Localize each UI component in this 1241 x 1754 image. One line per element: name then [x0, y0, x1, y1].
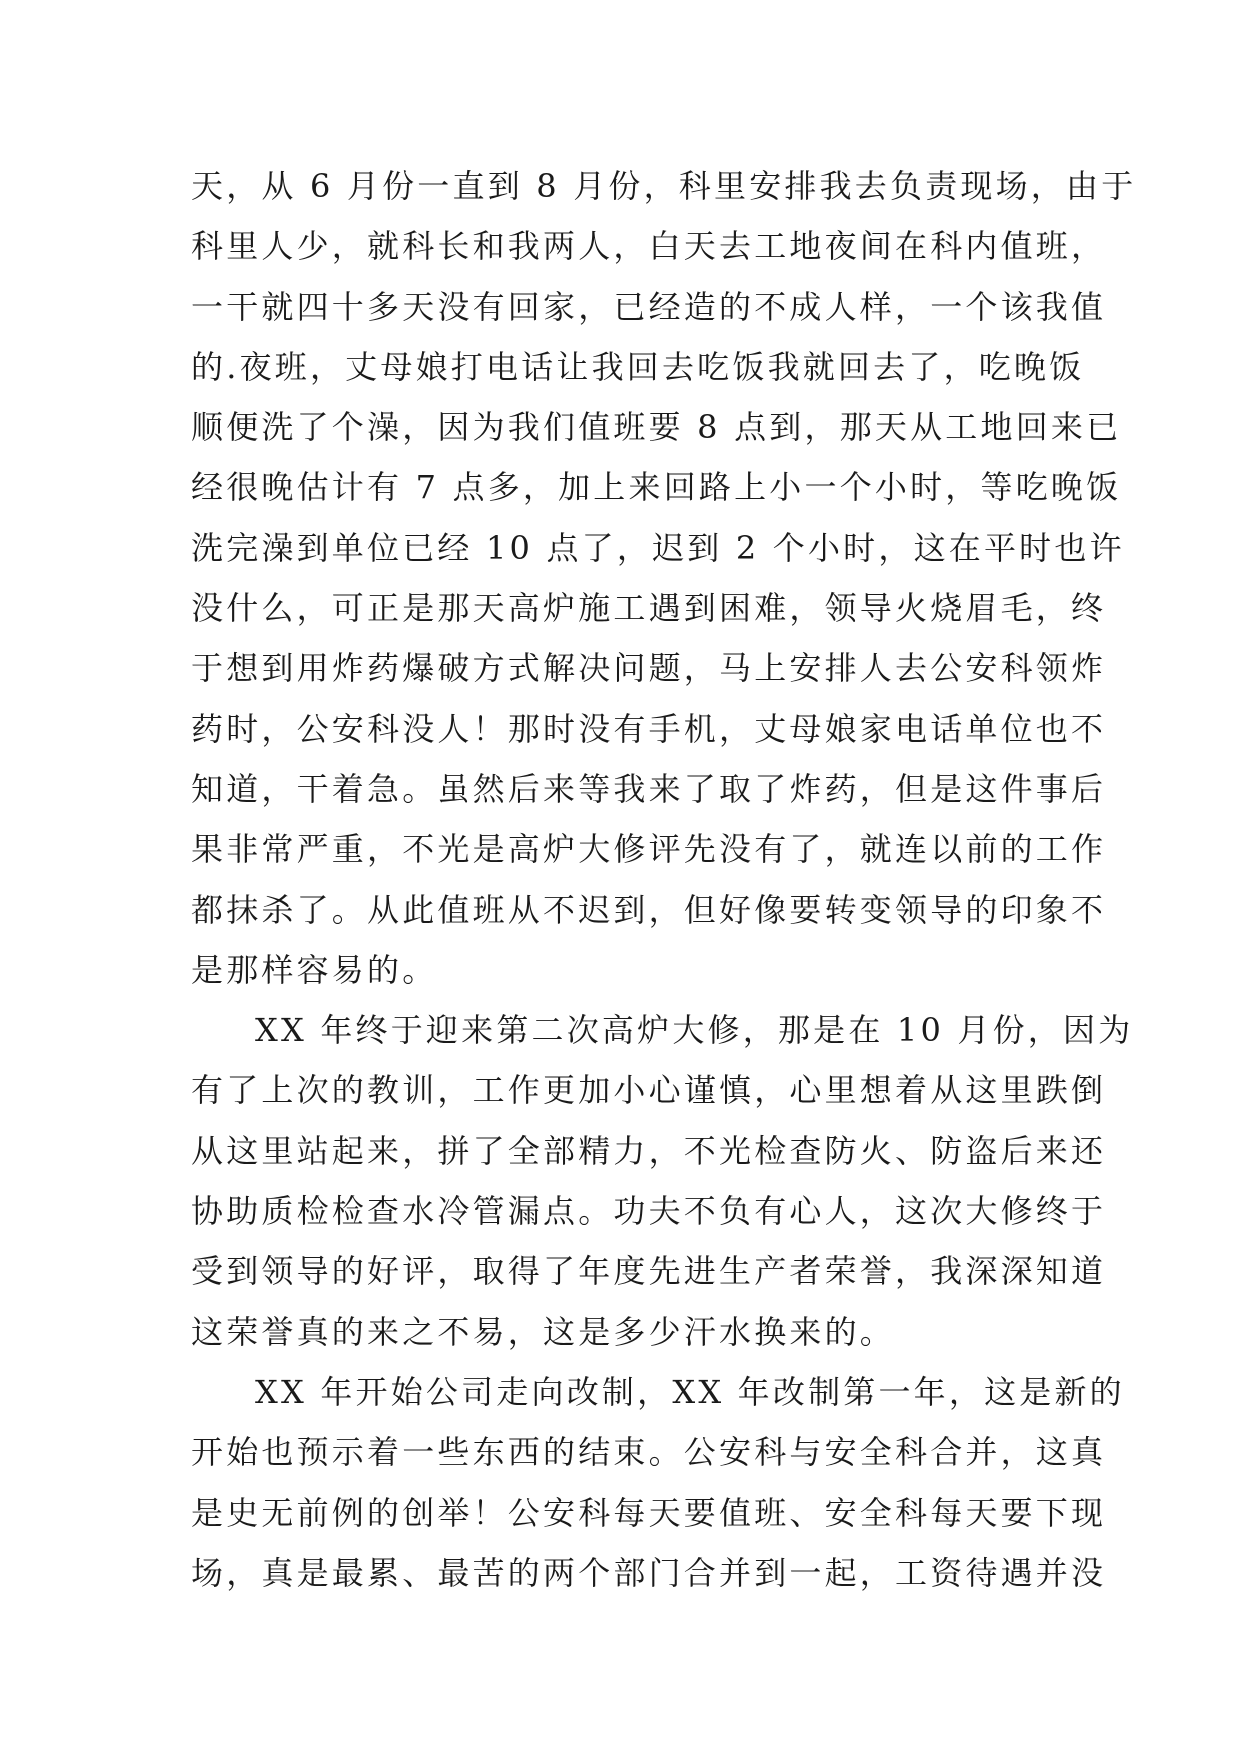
paragraph-start-line: XX 年终于迎来第二次高炉大修，那是在 10 月份，因为	[255, 1011, 1134, 1050]
text-line: 这荣誉真的来之不易，这是多少汗水换来的。	[191, 1312, 896, 1351]
text-line: 开始也预示着一些东西的结束。公安科与安全科合并，这真	[191, 1433, 1107, 1472]
text-line: 是史无前例的创举！公安科每天要值班、安全科每天要下现	[191, 1493, 1107, 1532]
text-line: 知道，干着急。虽然后来等我来了取了炸药，但是这件事后	[191, 769, 1107, 808]
text-line: 协助质检检查水冷管漏点。功夫不负有心人，这次大修终于	[191, 1192, 1107, 1231]
text-line: 的.夜班，丈母娘打电话让我回去吃饭我就回去了，吃晚饭	[191, 347, 1085, 386]
text-line: 是那样容易的。	[191, 950, 438, 989]
text-line: 顺便洗了个澡，因为我们值班要 8 点到，那天从工地回来已	[191, 408, 1122, 447]
text-line: 于想到用炸药爆破方式解决问题，马上安排人去公安科领炸	[191, 649, 1107, 688]
text-line: 洗完澡到单位已经 10 点了，迟到 2 个小时，这在平时也许	[191, 528, 1125, 567]
text-line: 经很晚估计有 7 点多，加上来回路上小一个小时，等吃晚饭	[191, 468, 1122, 507]
text-line: 都抹杀了。从此值班从不迟到，但好像要转变领导的印象不	[191, 890, 1107, 929]
text-line: 天，从 6 月份一直到 8 月份，科里安排我去负责现场，由于	[191, 167, 1137, 205]
text-line: 科里人少，就科长和我两人，白天去工地夜间在科内值班，	[191, 227, 1107, 266]
text-line: 药时，公安科没人！那时没有手机，丈母娘家电话单位也不	[191, 709, 1107, 748]
text-line: 受到领导的好评，取得了年度先进生产者荣誉，我深深知道	[191, 1252, 1107, 1291]
body-text	[191, 156, 1137, 1603]
text-line: 一干就四十多天没有回家，已经造的不成人样，一个该我值	[191, 287, 1107, 326]
text-line: 果非常严重，不光是高炉大修评先没有了，就连以前的工作	[191, 830, 1107, 869]
text-line: 场，真是最累、最苦的两个部门合并到一起，工资待遇并没	[191, 1553, 1107, 1592]
text-line: 有了上次的教训，工作更加小心谨慎，心里想着从这里跌倒	[191, 1071, 1107, 1110]
text-line: 从这里站起来，拼了全部精力，不光检查防火、防盗后来还	[191, 1131, 1107, 1170]
paragraph-start-line: XX 年开始公司走向改制，XX 年改制第一年，这是新的	[255, 1372, 1125, 1411]
text-line: 没什么，可正是那天高炉施工遇到困难，领导火烧眉毛，终	[191, 589, 1107, 628]
